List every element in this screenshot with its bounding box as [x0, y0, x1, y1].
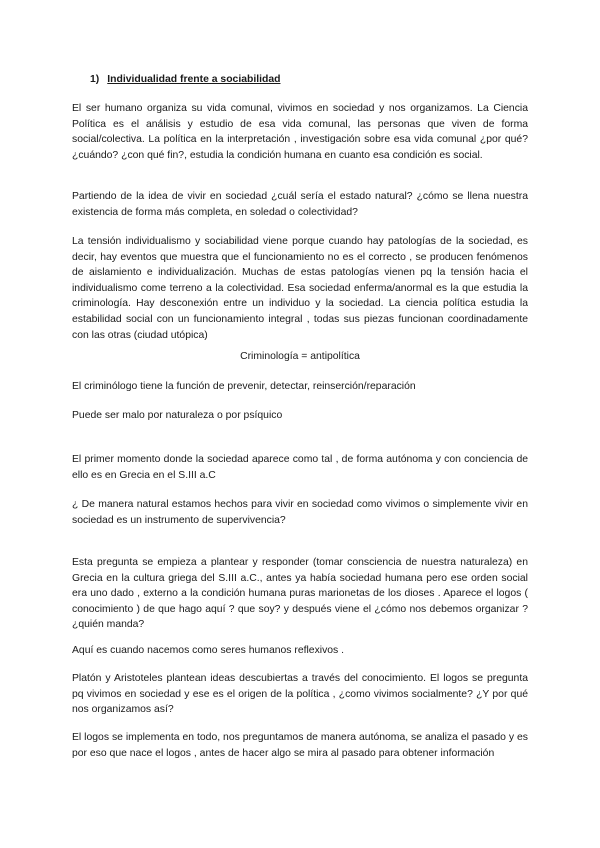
paragraph-greece: Esta pregunta se empieza a plantear y responder (tomar consciencia de nuestra naturaleza) en Grecia en la cultura griega del S.III a.C., antes ya había sociedad humana pero ese orden social era uno dado , externo a la condición humana puras marionetas de los dioses . Aparece el logos ( conocimiento ) de que hago aquí ? que soy? y después viene el ¿cómo nos debemos organizar ? ¿quién manda?: [72, 557, 528, 631]
paragraph-tension: La tensión individualismo y sociabilidad viene porque cuando hay patologías de la sociedad, es decir, hay eventos que muestra que el funcionamiento no es el correcto , se producen fenómenos de aislamiento e individualización. Muchas de estas patologías vienen pq la tensión hacia el individualismo come terreno a la colectividad. Esa sociedad enferma/anormal es la que estudia la criminología. Hay desconexión entre un individuo y la sociedad. La ciencia política estudia la estabilidad social con un funcionamiento integral , todas sus piezas funcionan coordinadamente con las otras (ciudad utópica): [72, 236, 528, 341]
equation-line: Criminología = antipolítica: [240, 351, 360, 362]
paragraph-question: ¿ De manera natural estamos hechos para vivir en sociedad como vivimos o simplemente vivir en sociedad es un instrumento de supervivencia?: [72, 499, 528, 526]
section-heading: [90, 72, 280, 88]
paragraph-plato: Platón y Aristoteles plantean ideas descubiertas a través del conocimiento. El logos se pregunta pq vivimos en sociedad y ese es el origen de la política , ¿como vivimos socialmente? ¿Y por qué nos organizamos así?: [72, 673, 528, 716]
paragraph-nature: Puede ser malo por naturaleza o por psíquico: [72, 410, 283, 421]
section-number: 1): [90, 74, 100, 85]
paragraph-natural-state: Partiendo de la idea de vivir en sociedad ¿cuál sería el estado natural? ¿cómo se llena nuestra existencia de forma más completa, en soledad o colectividad?: [72, 191, 528, 218]
paragraph-reflexive: Aquí es cuando nacemos como seres humanos reflexivos .: [72, 645, 345, 656]
paragraph-intro: El ser humano organiza su vida comunal, vivimos en sociedad y nos organizamos. La Ciencia Política es el análisis y estudio de esa vida comunal, las personas que viven de forma social/colectiva. La política en la interpretación , investigación sobre esa vida comunal ¿por qué? ¿cuándo? ¿con qué fin?, estudia la condición humana en cuanto esa condición es social.: [72, 103, 528, 161]
paragraph-first-moment: El primer momento donde la sociedad aparece como tal , de forma autónoma y con conciencia de ello es en Grecia en el S.III a.C: [72, 454, 528, 481]
paragraph-criminologist: El criminólogo tiene la función de prevenir, detectar, reinserción/reparación: [72, 381, 416, 392]
section-title: Individualidad frente a sociabilidad: [107, 74, 281, 85]
paragraph-logos: El logos se implementa en todo, nos preguntamos de manera autónoma, se analiza el pasado y es por eso que nace el logos , antes de hacer algo se mira al pasado para obtener información: [72, 732, 528, 759]
